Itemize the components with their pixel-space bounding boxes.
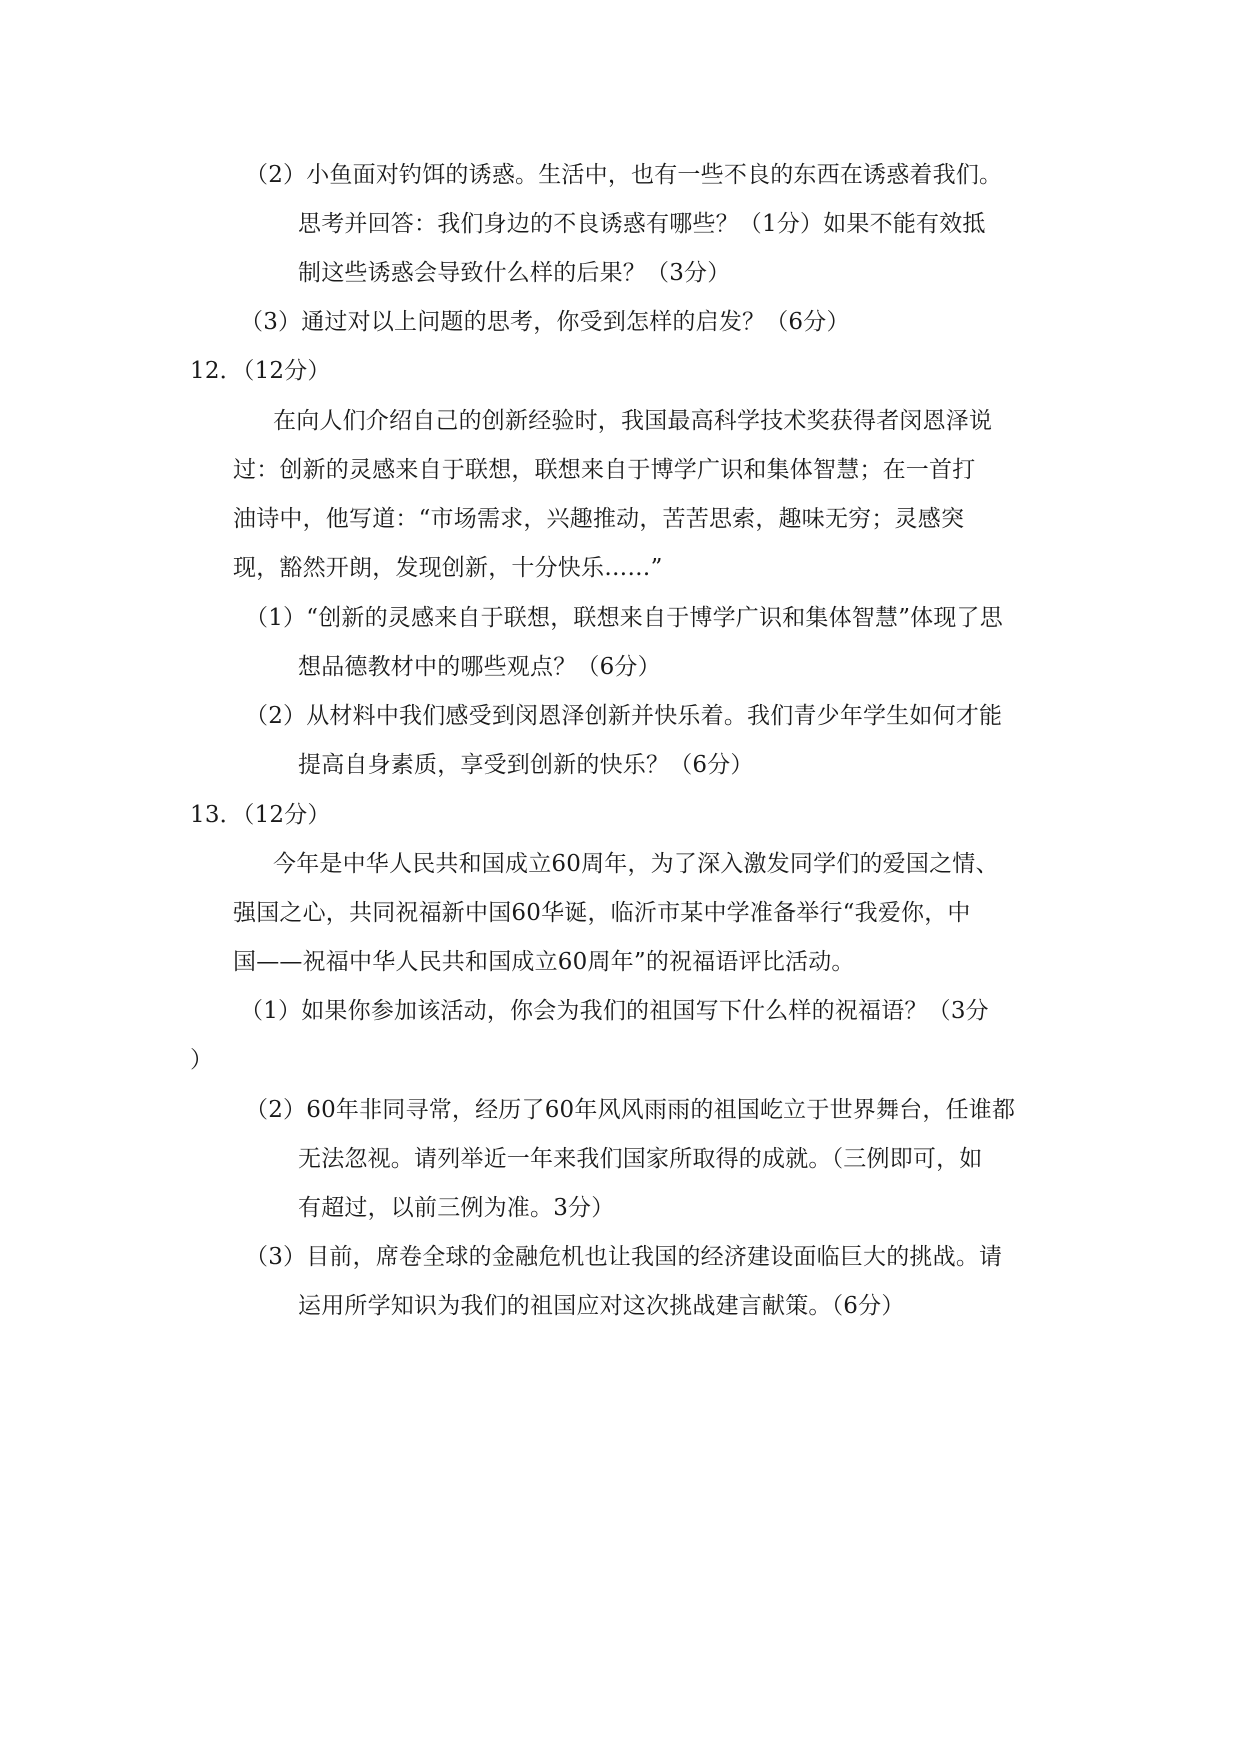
question-11-part-2-line-2: 思考并回答：我们身边的不良诱惑有哪些？（1分）如果不能有效抵 (298, 211, 986, 237)
question-11-part-2-line-3: 制这些诱惑会导致什么样的后果？（3分） (298, 260, 731, 286)
question-12-part-2-line-2: 提高自身素质，享受到创新的快乐？（6分） (298, 752, 754, 778)
question-13-part-2-line-1: （2）60年非同寻常，经历了60年风风雨雨的祖国屹立于世界舞台，任谁都 (245, 1097, 1016, 1123)
question-13-part-1-line-1: （1）如果你参加该活动，你会为我们的祖国写下什么样的祝福语？（3分 (240, 998, 989, 1024)
question-13-header: 13．（12分） (190, 802, 331, 828)
question-12-material-line-2: 过：创新的灵感来自于联想，联想来自于博学广识和集体智慧；在一首打 (233, 457, 976, 483)
question-13-part-3-line-1: （3）目前，席卷全球的金融危机也让我国的经济建设面临巨大的挑战。请 (245, 1244, 1003, 1270)
question-12-part-1-line-1: （1）“创新的灵感来自于联想，联想来自于博学广识和集体智慧”体现了思 (245, 605, 1003, 631)
question-12-material-line-4: 现，豁然开朗，发现创新，十分快乐……” (233, 555, 663, 581)
question-13-material-line-2: 强国之心，共同祝福新中国60华诞，临沂市某中学准备举行“我爱你，中 (233, 900, 971, 926)
question-13-part-3-line-2: 运用所学知识为我们的祖国应对这次挑战建言献策。（6分） (298, 1293, 905, 1319)
question-13-material-line-3: 国——祝福中华人民共和国成立60周年”的祝福语评比活动。 (233, 949, 855, 975)
question-12-part-1-line-2: 想品德教材中的哪些观点？（6分） (298, 654, 661, 680)
question-13-material-line-1: 今年是中华人民共和国成立60周年，为了深入激发同学们的爱国之情、 (273, 851, 999, 877)
question-13-part-2-line-2: 无法忽视。请列举近一年来我们国家所取得的成就。（三例即可，如 (298, 1146, 983, 1172)
question-13-part-1-line-2: ） (190, 1047, 214, 1073)
question-12-part-2-line-1: （2）从材料中我们感受到闵恩泽创新并快乐着。我们青少年学生如何才能 (245, 703, 1003, 729)
question-11-part-3: （3）通过对以上问题的思考，你受到怎样的启发？（6分） (240, 309, 850, 335)
question-13-part-2-line-3: 有超过，以前三例为准。3分） (298, 1195, 615, 1221)
question-12-material-line-3: 油诗中，他写道：“市场需求，兴趣推动，苦苦思索，趣味无穷；灵感突 (233, 506, 965, 532)
question-11-part-2-line-1: （2）小鱼面对钓饵的诱惑。生活中，也有一些不良的东西在诱惑着我们。 (245, 162, 1003, 188)
question-12-header: 12．（12分） (190, 358, 331, 384)
question-12-material-line-1: 在向人们介绍自己的创新经验时，我国最高科学技术奖获得者闵恩泽说 (273, 408, 993, 434)
